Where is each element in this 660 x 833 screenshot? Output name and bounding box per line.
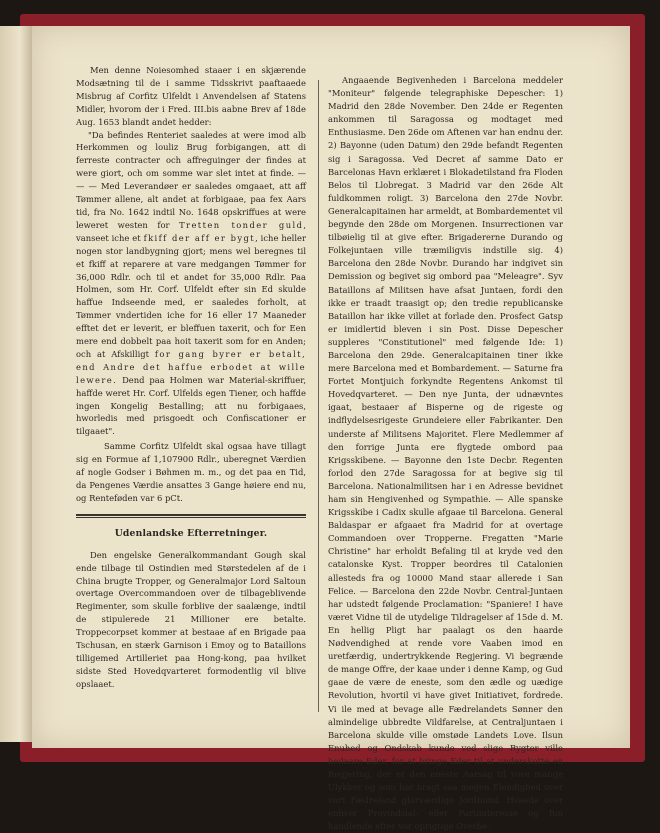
quote-spaced-1: Tretten tonder guld xyxy=(179,219,304,230)
section-rule xyxy=(76,514,306,518)
column-divider xyxy=(318,80,319,712)
section-heading: Udenlandske Efterretninger. xyxy=(114,527,268,539)
left-column xyxy=(76,64,306,691)
left-quote xyxy=(76,129,306,439)
quote-part-4: Dend paa Holmen war Material-skriffuer, haffde weret Hr. Corf. Ulfelds egen Tiener, och haffde ingen Kongelig Bestalling; att nu forbigaaes, hworledis med prisgoedt och Confiscationer er tilgaaet". xyxy=(76,374,306,437)
quote-spaced-2: fkiff der aff er bygt xyxy=(143,232,256,243)
left-paragraph-3: Den engelske Generalkommandant Gough skal ende tilbage til Ostindien med Størstedelen af de i China brugte Tropper, og Generalmajor Lord Saltoun overtage Overcommandoen over de tilbageblivende Regimenter, som skulle forblive der saalænge, indtil de stipulerede 21 Millioner ere betalte. Troppecorpset kommer at bestaae af en Brigade paa Tschusan, en stærk Garnison i Emoy og to Bataillons tilligemed Artilleriet paa Hong-kong, paa hvilket sidste Sted Hovedqvarteret formodentlig vil blive opslaaet. xyxy=(76,549,306,689)
quote-part-2: , vanseet iche et xyxy=(76,219,306,243)
right-column xyxy=(328,74,563,833)
left-paragraph-2: Samme Corfitz Ulfeldt skal ogsaa have tillagt sig en Formue af 1,107900 Rdlr., uberegnet Værdien af nogle Godser i Bøhmen m. m., og det paa en Tid, da Pengenes Værdie ansattes 3 Gange høiere end nu, og Renteføden var 6 pCt. xyxy=(76,441,306,503)
book-binding xyxy=(0,26,36,742)
left-paragraph-1: Men denne Noiesomhed staaer i en skjærende Modsætning til de i samme Tidsskrivt paaftaaede Misbrug af Corfitz Ulfeldt i Anvendelsen af Statens Midler, hvorom der i Fred. III.bis aabne Brev af 18de Aug. 1653 blandt andet hedder: xyxy=(76,65,306,127)
right-paragraph-1: Angaaende Begivenheden i Barcelona meddeler "Moniteur" følgende telegraphiske Depescher: 1) Madrid den 28de November. Den 24de er Regenten ankommen til Saragossa og modtaget med Enthusiasme. Den 26de om Aftenen var han endnu der. 2) Bayonne (uden Datum) den 29de befandt Regenten sig i Saragossa. Ved Decret af samme Dato er Barcelonas Havn erklæret i Blokadetilstand fra Floden Belos til Llobregat. 3 Madrid var den 26de Alt fuldkommen roligt. 3) Barcelona den 27de Novbr. Generalcapitainen har armeldt, at Bombardementet vil begynde den 28de om Morgenen. Insurrectionen var tilbøielig til at give efter. Brigadererne Durando og Folkejuntaen ville træmiligvis indstille sig. 4) Barcelona den 28de Novbr. Durando har indgivet sin Demission og begivet sig ombord paa "Meleagre". Syv Bataillons af Militsen have afsat Juntaen, fordi den ikke er traadt traasigt op; den tredie republicanske Bataillon har ikke villet at forlade den. Prosfect Gatsp er imidlertid bleven i sin Post. Disse Depescher suppleres "Constitutionel" med følgende Ide: 1) Barcelona den 29de. Generalcapitainen tiner ikke mere Barcelona med et Bombardement. — Saturne fra Fortet Montjuich forkyndte Regentens Ankomst til Hovedqvarteret. — Den nye Junta, der udnævntes igaat, bestaaer af Bisperne og de rigeste og indflydelsesrigeste Grundeiere eller Fabrikanter. Den underste af Militsens Majoritet. Flere Medlemmer af den forrige Junta ere flygtede ombord paa Krigsskibene. — Bayonne den 1ste Decbr. Regenten forlod den 27de Saragossa for at begive sig til Barcelona. Nationalmilitsen har i en Adresse bevidnet ham sin Hengivenhed og Sympathie. — Alle spanske Krigsskibe i Cadix skulle afgaae til Barcelona. General Baldaspar er afgaaet fra Madrid for at overtage Commandoen over Tropperne. Fregatten "Marie Christine" har erholdt Befaling til at kryde ved den catalonske Kyst. Tropper beordres til Catalonien allesteds fra og 10000 Mand staar allerede i San Felice. — Barcelona den 22de Novbr. Central-Juntaen har udstedt følgende Proclamation: "Spaniere! I have været Vidne til de utydelige Tildragelser af 15de d. M. En hellig Pligt har paalagt os den haarde Nødvendighed at rende vore Vaaben imod en uretfærdig, undertrykkende Regjering. Vi begrænde de mange Offre, der kaae under i denne Kamp, og Gud gaae de være de eneste, som den ædle og uædige Revolution, hvortil vi have givet Initiativet, fordrede. Vi ile med at bevage alle Fædrelandets Sønner den almindelige ubbredte Vildfarelse, at Centraljuntaen i Barcelona skulde ville omstøde Landets Love. Ilsun Enuhed og Ondskab kunde ved slige Rygter ville bedaare Eder, for at bringe Eder til at underskotte en Regjering, der er den eneste Aarsag til vore mange Ulykker og som har bragt saa megen Elendighed over vort Fædreland glorværdige Jordbund. Hvaede over enhver Provindsial- eller Partiinteresse og fun handlende efter vor oprigtige Overbe- xyxy=(328,75,563,832)
quote-part-3: , iche heller nogen stor landbygning gjort; mens wel beregnes til et fkiff at reparere at vare medgangen Tømmer for 36,000 Rdlr. och til et andet for 35,000 Rdlr. Paa Holmen, som Hr. Corf. Ulfeldt efter sin Ed skulde haffue Indseende med, er saaledes forholt, at Tømmer vndertiden iche for 16 eller 17 Maaneder efftet det er leverit, er bleffuen taxerit, och for Een mere end dobbelt paa hoit taxerit som for en Anden; och at Afskilligt xyxy=(76,232,307,359)
quote-spaced-3: for gang byrer er betalt, end Andre det haffue erbodet at wille lewere. xyxy=(76,348,307,385)
quote-part-1: "Da befindes Renteriet saaledes at were imod alb Herkommen og louliz Brug forbigangen, att di ferreste contracter och affreguinger der findes at were giort, och om somme war slet intet at finde. — — — Med Leverandøer er saaledes omgaaet, att aff Tømmer allene, alt andet at forbigaae, paa fex Aars tid, fra No. 1642 indtil No. 1648 opskriffues at were leweret westen for xyxy=(76,129,306,230)
